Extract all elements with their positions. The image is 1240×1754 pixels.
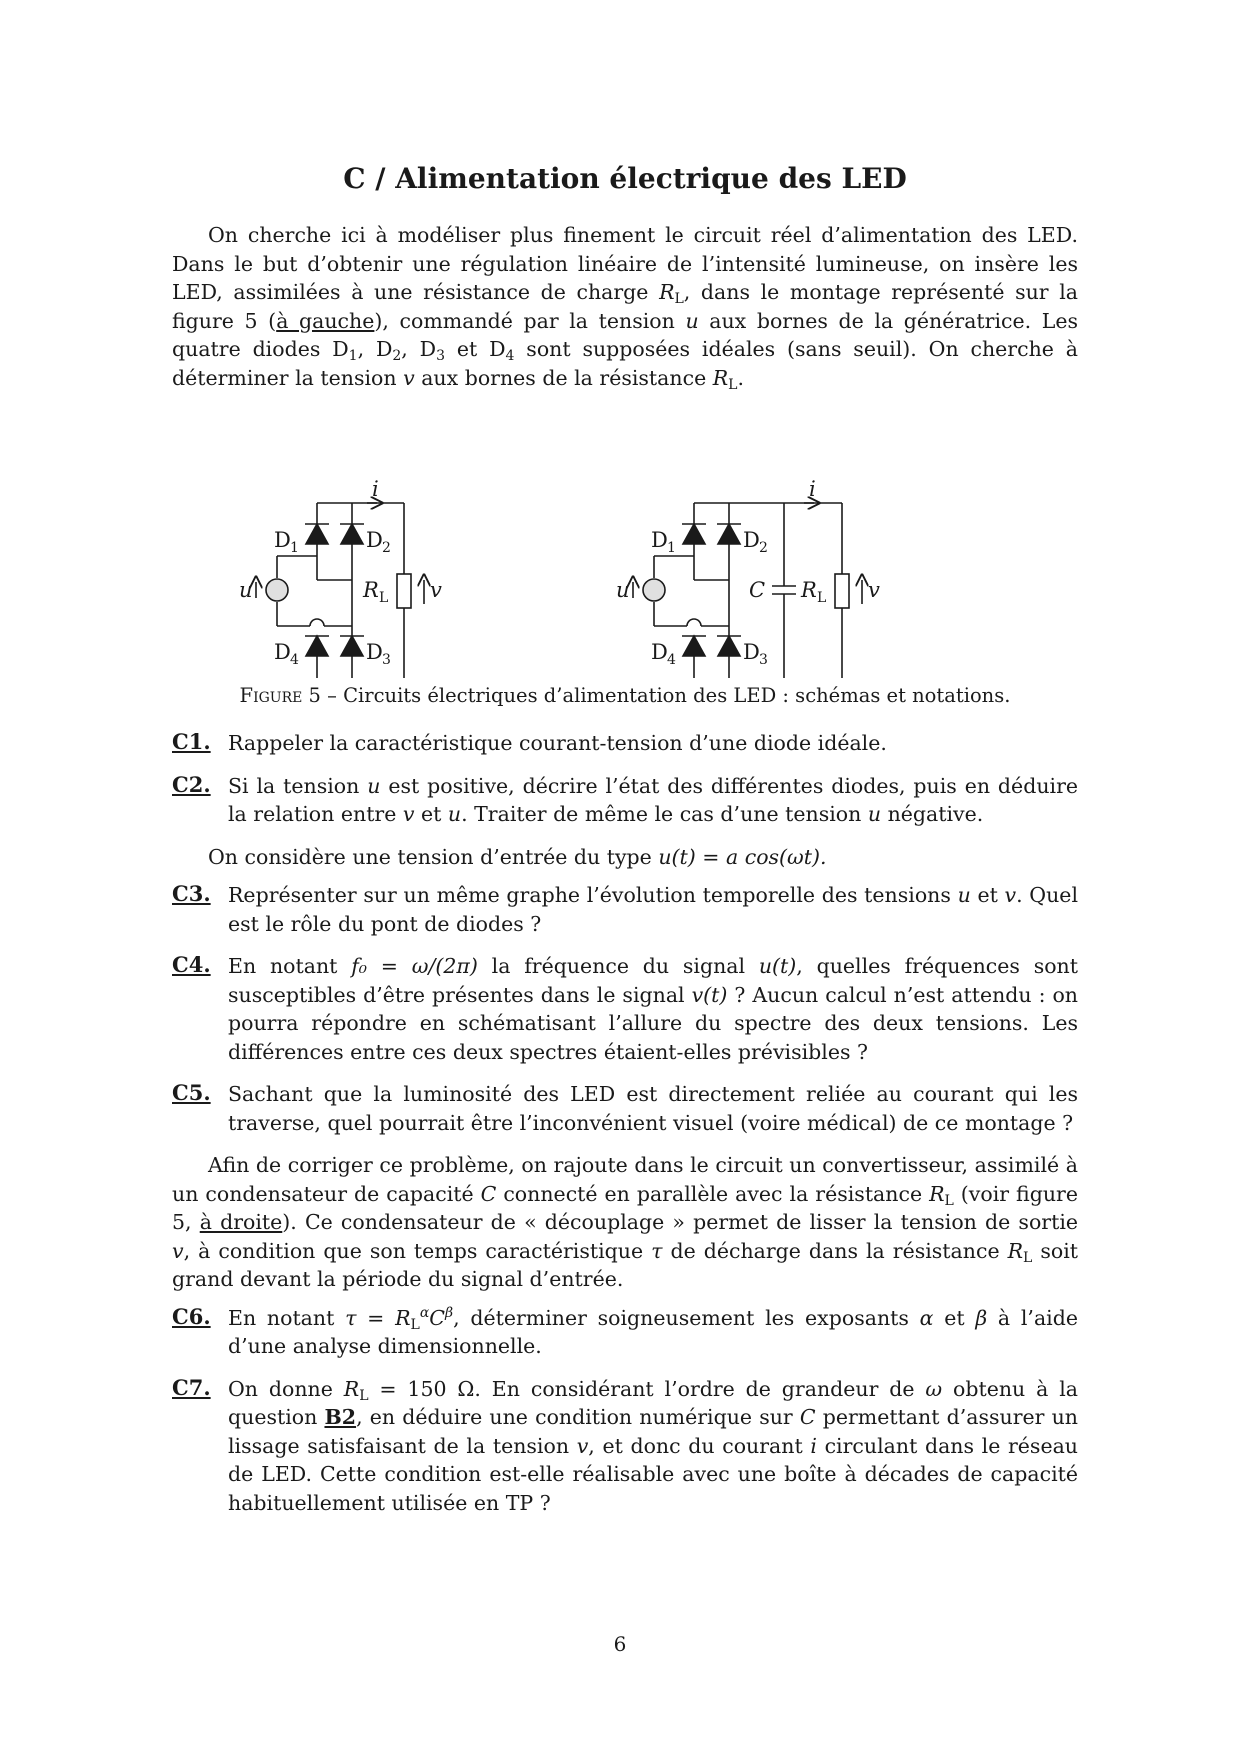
figure-caption: Figure 5 – Circuits électriques d’alimentation des LED : schémas et notations.: [239, 684, 1011, 707]
label-d1-right: D: [651, 528, 668, 552]
figure-link-left[interactable]: à gauche: [276, 308, 375, 333]
label-c-right: C: [749, 578, 766, 602]
question-c2: C2. Si la tension u est positive, décrire l’état des différentes diodes, puis en déduire la relation entre v et u. Traiter de même le cas d’une tension u négative.: [172, 771, 1079, 826]
question-c4: C4. En notant f₀ = ω/(2π) la fréquence du signal u(t), quelles fréquences sont susceptibles d’être présentes dans le signal v(t) ? Aucun calcul n’est attendu : on pourra répondre en schématisant l’allure du spectre des deux tensions. Les différences entre ces deux spectres étaient-elles prévisibles ?: [172, 952, 1078, 1064]
svg-text:2: 2: [759, 540, 768, 556]
label-v-right: v: [868, 578, 880, 602]
decoupling-paragraph: Afin de corriger ce problème, on rajoute dans le circuit un convertisseur, assimilé à un condensateur de capacité C connecté en parallèle avec la résistance $R_L$ (voir figure 5, à droite). Ce condensateur de « découplage » permet de lisser la tension de sortie v, à condition que son temps caractéristique τ de décharge dans la résistance $R_L$ soit grand devant la période du signal d’entrée.: [172, 1153, 1079, 1291]
svg-text:3: 3: [382, 652, 391, 668]
label-rl-left: R: [363, 578, 379, 602]
label-i-right: i: [809, 477, 816, 501]
label-d2-left: D: [366, 528, 383, 552]
page-content: [172, 150, 1078, 1531]
label-d3-left: D: [366, 640, 383, 664]
label-d4-right: D: [651, 640, 668, 664]
question-c6: C6. En notant $\tau = R_L^\alpha C^\beta$, déterminer soigneusement les exposants α et β à l’aide d’une analyse dimensionnelle.: [172, 1303, 1078, 1358]
circuit-diagrams: [172, 408, 1078, 678]
svg-text:L: L: [379, 590, 389, 606]
input-voltage-statement: On considère une tension d’entrée du type u(t) = a cos(ωt).: [208, 844, 827, 869]
label-d4-left: D: [274, 640, 291, 664]
label-u-left: u: [239, 578, 253, 602]
svg-text:3: 3: [759, 652, 768, 668]
question-c1: C1. Rappeler la caractéristique courant-tension d’une diode idéale.: [172, 729, 887, 755]
label-d1-left: D: [274, 528, 291, 552]
question-c3: C3. Représenter sur un même graphe l’évolution temporelle des tensions u et v. Quel est le rôle du pont de diodes ?: [172, 881, 1078, 936]
page-number: 6: [613, 1632, 627, 1656]
label-d2-right: D: [743, 528, 760, 552]
figure-5: [172, 408, 1078, 678]
svg-text:1: 1: [667, 540, 676, 556]
figure-link-right[interactable]: à droite: [199, 1210, 283, 1234]
svg-text:4: 4: [667, 652, 676, 668]
svg-text:1: 1: [290, 540, 299, 556]
question-c5: C5. Sachant que la luminosité des LED est directement reliée au courant qui les traverse, quel pourrait être l’inconvénient visuel (voire médical) de ce montage ?: [172, 1080, 1078, 1135]
label-v-left: v: [430, 578, 442, 602]
question-c7: C7. On donne $R_L = 150$ Ω. En considérant l’ordre de grandeur de ω obtenu à la question B2, en déduire une condition numérique sur C permettant d’assurer un lissage satisfaisant de la tension v, et donc du courant i circulant dans le réseau de LED. Cette condition est-elle réalisable avec une boîte à décades de capacité habituellement utilisée en TP ?: [172, 1374, 1079, 1515]
svg-text:4: 4: [290, 652, 299, 668]
intro-paragraph: On cherche ici à modéliser plus finement le circuit réel d’alimentation des LED. Dans le but d’obtenir une régulation linéaire de l’intensité lumineuse, on insère les LED, assimilées à une résistance de charge $R_L$, dans le montage représenté sur la figure 5 (à gauche), commandé par la tension u aux bornes de la génératrice. Les quatre diodes $D_1$, $D_2$, $D_3$ et $D_4$ sont supposées idéales (sans seuil). On cherche à déterminer la tension v aux bornes de la résistance $R_L$.: [172, 223, 1079, 393]
label-u-right: u: [616, 578, 630, 602]
section-title: C / Alimentation électrique des LED: [343, 162, 907, 195]
question-ref-b2[interactable]: B2: [324, 1405, 357, 1429]
svg-text:L: L: [817, 590, 827, 606]
label-d3-right: D: [743, 640, 760, 664]
label-i-left: i: [372, 477, 379, 501]
svg-text:2: 2: [382, 540, 391, 556]
label-rl-right: R: [801, 578, 817, 602]
